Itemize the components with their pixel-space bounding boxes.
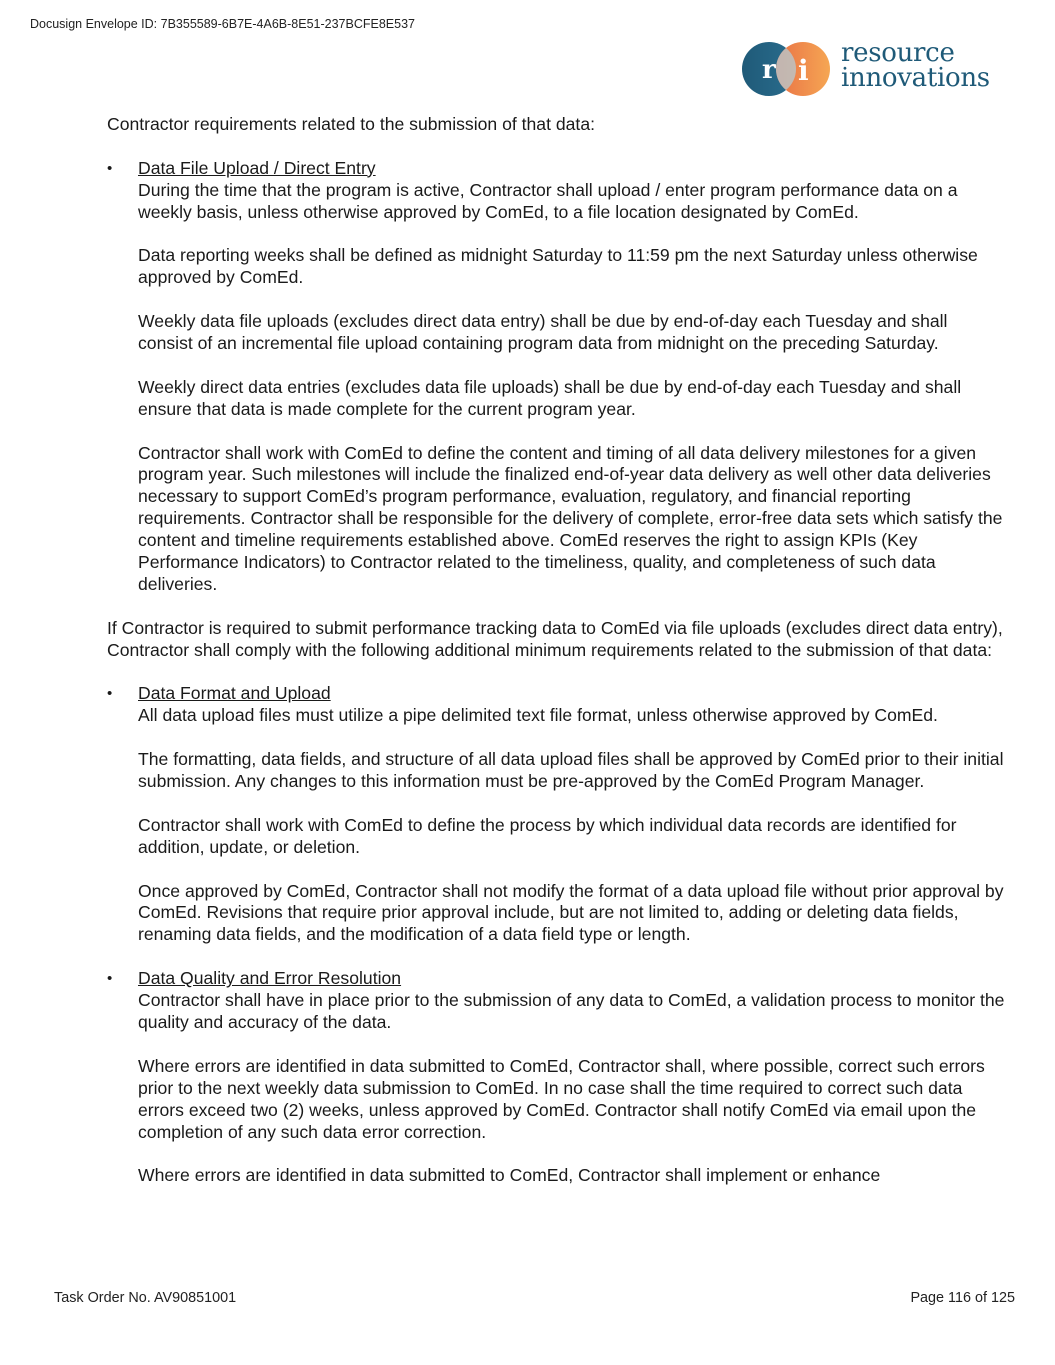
ri-logo-mark-icon bbox=[741, 42, 833, 96]
paragraph: Contractor shall work with ComEd to define the process by which individual data records are identified for addition, update, or deletion. bbox=[138, 814, 957, 857]
page-number: Page 116 of 125 bbox=[910, 1290, 1015, 1306]
section-heading: Data Quality and Error Resolution bbox=[138, 968, 402, 989]
paragraph: Contractor shall have in place prior to the submission of any data to ComEd, a validation process to monitor the quality and accuracy of the data. bbox=[138, 990, 1005, 1032]
paragraph: Where errors are identified in data submitted to ComEd, Contractor shall implement or enhance bbox=[138, 1165, 881, 1186]
envelope-id: Docusign Envelope ID: 7B355589-6B7E-4A6B-8E51-237BCFE8E537 bbox=[30, 17, 415, 31]
paragraph: Data reporting weeks shall be defined as midnight Saturday to 11:59 pm the next Saturday unless otherwise approved by ComEd. bbox=[138, 245, 978, 288]
paragraph: All data upload files must utilize a pipe delimited text file format, unless otherwise approved by ComEd. bbox=[138, 705, 938, 726]
bullet-icon: • bbox=[107, 159, 113, 177]
section-data-file-upload bbox=[107, 158, 1007, 596]
paragraph: During the time that the program is active, Contractor shall upload / enter program performance data on a weekly basis, unless otherwise approved by ComEd, to a file location designated by ComEd. bbox=[138, 179, 958, 222]
bullet-icon: • bbox=[107, 685, 113, 703]
task-order-number: Task Order No. AV90851001 bbox=[54, 1290, 237, 1306]
document-body bbox=[107, 114, 1007, 1209]
section-data-format-upload bbox=[107, 683, 1007, 946]
svg-text:i: i bbox=[798, 54, 809, 87]
paragraph: Where errors are identified in data submitted to ComEd, Contractor shall, where possible, correct such errors prior to the next weekly data submission to ComEd. In no case shall the time required to correct such data errors exceed two (2) weeks, unless approved by ComEd. Contractor shall notify ComEd via email upon the completion of any such data error correction. bbox=[138, 1055, 985, 1142]
company-logo bbox=[741, 40, 1021, 98]
paragraph: Weekly direct data entries (excludes data file uploads) shall be due by end-of-day each Tuesday and shall ensure that data is made complete for the current program year. bbox=[138, 376, 962, 419]
logo-wordmark bbox=[841, 38, 990, 93]
logo-line-1: resource bbox=[841, 38, 955, 68]
logo-line-2: innovations bbox=[841, 63, 990, 93]
bullet-icon: • bbox=[107, 970, 113, 988]
mid-paragraph: If Contractor is required to submit performance tracking data to ComEd via file uploads (excludes direct data entry), Contractor shall comply with the following additional minimum requirements related to the submission of that data: bbox=[107, 617, 1003, 660]
section-data-quality bbox=[107, 968, 1007, 1187]
intro-paragraph: Contractor requirements related to the submission of that data: bbox=[107, 114, 595, 134]
section-heading: Data Format and Upload bbox=[138, 683, 331, 704]
paragraph: Once approved by ComEd, Contractor shall not modify the format of a data upload file without prior approval by ComEd. Revisions that require prior approval include, but are not limited to, adding or deleting data fields, renaming data fields, and the modification of a data field type or length. bbox=[138, 880, 1004, 945]
svg-text:r: r bbox=[762, 55, 776, 85]
paragraph: The formatting, data fields, and structure of all data upload files shall be approved by ComEd prior to their initial submission. Any changes to this information must be pre-approved by the ComEd Program Manager. bbox=[138, 749, 1004, 792]
paragraph: Contractor shall work with ComEd to define the content and timing of all data delivery milestones for a given program year. Such milestones will include the finalized end-of-year data delivery as well other data deliveries necessary to support ComEd’s program performance, evaluation, regulatory, and financial reporting requirements. Contractor shall be responsible for the delivery of complete, error-free data sets which satisfy the content and timeline requirements established above. ComEd reserves the right to assign KPIs (Key Performance Indicators) to Contractor related to the timeliness, quality, and completeness of such data deliveries. bbox=[138, 442, 1003, 594]
paragraph: Weekly data file uploads (excludes direct data entry) shall be due by end-of-day each Tuesday and shall consist of an incremental file upload containing program data from midnight on the preceding Saturday. bbox=[138, 311, 948, 354]
section-heading: Data File Upload / Direct Entry bbox=[138, 157, 376, 178]
